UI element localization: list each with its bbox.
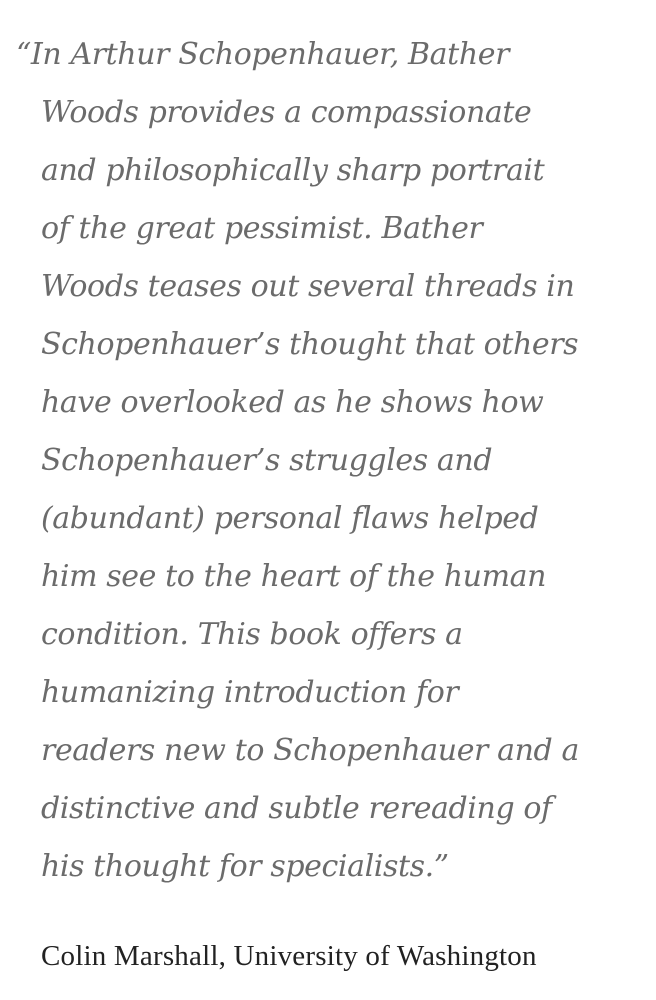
quote-line: readers new to Schopenhauer and a [41, 733, 579, 768]
quote-line: “In Arthur Schopenhauer, Bather [16, 37, 510, 72]
quote-line: have overlooked as he shows how [41, 385, 544, 420]
quote-line: condition. This book offers a [41, 617, 463, 652]
quote-line: Woods teases out several threads in [41, 269, 575, 304]
quote-line: humanizing introduction for [41, 675, 459, 710]
attribution: Colin Marshall, University of Washington [41, 940, 537, 972]
quote-line: his thought for specialists.” [41, 849, 449, 884]
quote-line: (abundant) personal flaws helped [41, 501, 539, 536]
quote-line: Schopenhauer’s struggles and [41, 443, 493, 478]
quote-line: distinctive and subtle rereading of [41, 791, 552, 826]
quote-line: Schopenhauer’s thought that others [41, 327, 579, 362]
quote-line: Woods provides a compassionate [41, 95, 532, 130]
quote-line: and philosophically sharp portrait [41, 153, 545, 188]
quote-line: him see to the heart of the human [41, 559, 547, 594]
quote-line: of the great pessimist. Bather [41, 211, 483, 246]
